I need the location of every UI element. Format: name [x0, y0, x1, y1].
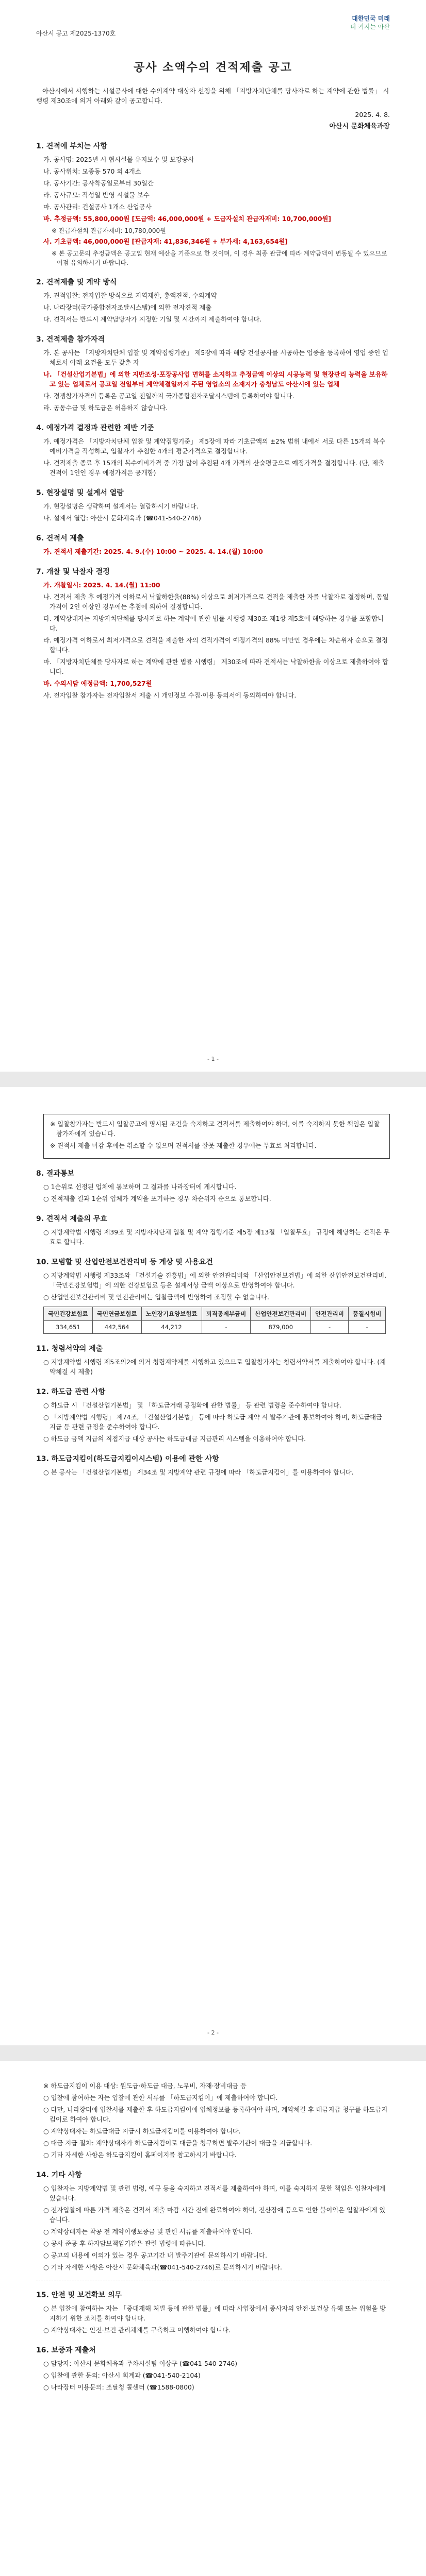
- section-7-title: 7. 개찰 및 낙찰자 결정: [36, 568, 110, 576]
- notice-box-item: ※ 견적서 제출 마감 후에는 취소할 수 없으며 견적서를 잘못 제출한 경우에는 무효로 처리합니다.: [50, 1142, 317, 1149]
- p3-item: ○ 대금 지급 절차: 계약상대자가 하도급지킴이로 대금을 청구하면 발주기관이 대금을 지급합니다.: [43, 2140, 313, 2147]
- table-cell: -: [202, 1321, 251, 1334]
- table-header-cell: 국민연금보험료: [92, 1307, 141, 1321]
- section-2-title: 2. 견적제출 및 계약 방식: [36, 278, 117, 286]
- s7-item-open-date: 가. 개찰일시: 2025. 4. 14.(월) 11:00: [43, 582, 160, 589]
- table-cell: -: [348, 1321, 386, 1334]
- notice-box-item: ※ 입찰참가자는 반드시 입찰공고에 명시된 조건을 숙지하고 견적서를 제출하여야 하며, 이를 숙지하지 못한 책임은 입찰참가자에게 있습니다.: [50, 1121, 380, 1138]
- s5-item: 가. 현장설명은 생략하며 설계서는 열람하시기 바랍니다.: [43, 503, 199, 510]
- slogan-line-1: 대한민국 미래: [352, 15, 390, 22]
- section-4-title: 4. 예정가격 결정과 관련한 제반 기준: [36, 424, 154, 432]
- section-16-title: 16. 보증과 제출처: [36, 2346, 96, 2354]
- s11-item: ○ 지방계약법 시행령 제5조의2에 의거 청렴계약제를 시행하고 있으므로 입찰참가자는 청렴서약서를 제출하여야 합니다. (계약체결 시 제출): [43, 1359, 386, 1376]
- page-number: - 1 -: [207, 1056, 219, 1062]
- s16-item: ○ 담당자: 아산시 문화체육과 주차시설팀 이상구 (☎041-540-2746): [43, 2360, 238, 2367]
- table-cell: -: [311, 1321, 349, 1334]
- section-1-title: 1. 견적에 부치는 사항: [36, 142, 107, 150]
- s12-item: ○ 하도급 금액 지급의 직접지급 대상 공사는 하도급대금 지급관리 시스템을 이용하여야 합니다.: [43, 1435, 306, 1443]
- s12-item: ○ 「지방계약법 시행령」 제74조, 「건설산업기본법」 등에 따라 하도급 계약 시 발주기관에 통보하여야 하며, 하도급대금 지급 등 관련 규정을 준수하여야 합니다.: [43, 1414, 382, 1431]
- issuing-organization: 아산시 문화체육과장: [329, 123, 390, 130]
- table-header-cell: 퇴직공제부금비: [202, 1307, 251, 1321]
- p3-item: ○ 다만, 나라장터에 입찰서를 제출한 후 하도급지킴이에 업체정보를 등록하여야 하며, 계약체결 후 대금지급 청구를 하도급지킴이로 하여야 합니다.: [43, 2106, 388, 2123]
- s3-item: 라. 공동수급 및 하도급은 허용하지 않습니다.: [43, 404, 168, 412]
- s16-item: ○ 입찰에 관한 문의: 아산시 회계과 (☎041-540-2104): [43, 2372, 201, 2379]
- s7-item-amount: 바. 수의시담 예정금액: 1,700,527원: [43, 680, 152, 687]
- table-cell: 334,651: [44, 1321, 93, 1334]
- section-9-title: 9. 견적서 제출의 무효: [36, 1215, 107, 1223]
- s1-item: 다. 공사기간: 공사착공일로부터 30일간: [43, 180, 154, 187]
- table-header-cell: 산업안전보건관리비: [251, 1307, 311, 1321]
- s7-item: 라. 예정가격 이하로서 최저가격으로 견적을 제출한 자의 견적가격이 예정가격의 88% 미만인 경우에는 차순위자 순으로 결정합니다.: [43, 637, 388, 654]
- s16-item: ○ 나라장터 이용문의: 조달청 콜센터 (☎1588-0800): [43, 2384, 194, 2391]
- table-header-cell: 노인장기요양보험료: [141, 1307, 202, 1321]
- notice-box: [43, 1114, 390, 1159]
- s13-item: ○ 본 공사는 「건설산업기본법」 제34조 및 지방계약 관련 규정에 따라 「하도급지킴이」를 이용하여야 합니다.: [43, 1469, 354, 1476]
- notice-number: 아산시 공고 제2025-1370호: [36, 30, 116, 37]
- table-header-row: [44, 1307, 386, 1321]
- notice-date: 2025. 4. 8.: [355, 111, 390, 118]
- intro-paragraph: 아산시에서 시행하는 시설공사에 대한 수의계약 대상자 선정을 위해 「지방자치단체를 당사자로 하는 계약에 관한 법률」 시행령 제30조에 의거 아래와 같이 공고합니다.: [36, 87, 389, 105]
- city-slogan-logo: [328, 14, 390, 31]
- table-header-cell: 국민건강보험료: [44, 1307, 93, 1321]
- page-1: [0, 0, 426, 1072]
- s14-item: ○ 계약상대자는 착공 전 계약이행보증금 및 관련 서류를 제출하여야 합니다.: [43, 2228, 253, 2235]
- s1-item-base-amount: 사. 기초금액: 46,000,000원 [관급자재: 41,836,346원 + 부가세: 4,163,654원]: [43, 238, 288, 245]
- s1-item: 가. 공사명: 2025년 시 협시설물 유지보수 및 보강공사: [43, 156, 194, 163]
- insurance-cost-table: [43, 1307, 386, 1334]
- page-title: 공사 소액수의 견적제출 공고: [133, 61, 292, 74]
- section-11-title: 11. 청렴서약의 제출: [36, 1345, 103, 1353]
- s1-item: 마. 공사관리: 건설공사 1개소 산업공사: [43, 204, 152, 211]
- section-3-title: 3. 견적제출 참가자격: [36, 335, 105, 344]
- s15-item: ○ 계약상대자는 안전·보건 관리체계를 구축하고 이행하여야 합니다.: [43, 2327, 231, 2334]
- s7-item: 사. 전자입찰 참가자는 전자입찰서 제출 시 개인정보 수집·이용 동의서에 동의하여야 합니다.: [43, 692, 297, 699]
- s1-item: 라. 공사규모: 작성일 반영 시설물 보수: [43, 192, 150, 199]
- s1-item: 나. 공사위치: 모종동 570 외 4개소: [43, 168, 141, 175]
- s2-item: 나. 나라장터(국가종합전자조달시스템)에 의한 전자견적 제출: [43, 304, 212, 311]
- p3-item: ○ 입찰에 참여하는 자는 입찰에 관한 서류를 「하도급지킴이」에 제출하여야 합니다.: [43, 2094, 278, 2102]
- s12-item: ○ 하도급 시 「건설산업기본법」 및 「하도급거래 공정화에 관한 법률」 등 관련 법령을 준수하여야 합니다.: [43, 1402, 341, 1409]
- s14-item: ○ 공사 준공 후 하자담보책임기간은 관련 법령에 따릅니다.: [43, 2240, 206, 2247]
- s14-item: ○ 기타 자세한 사항은 아산시 문화체육과(☎041-540-2746)로 문의하시기 바랍니다.: [43, 2264, 282, 2271]
- s8-item: ○ 1순위로 선정된 업체에 통보하며 그 결과를 나라장터에 게시합니다.: [43, 1183, 237, 1191]
- s15-item: ○ 본 입찰에 참여하는 자는 「중대재해 처벌 등에 관한 법률」에 따라 사업장에서 종사자의 안전·보건상 유해 또는 위험을 방지하기 위한 조치를 하여야 합니다.: [43, 2305, 386, 2322]
- s1-note: ※ 본 공고문의 추정금액은 공고일 현재 예산을 기준으로 한 것이며, 이 경우 최종 관급에 따라 계약금액이 변동될 수 있으므로 이점 유의하시기 바랍니다.: [52, 250, 387, 266]
- table-header-cell: 품질시험비: [348, 1307, 386, 1321]
- s3-item: 가. 본 공사는 「지방자치단체 입찰 및 계약집행기준」 제5장에 따라 해당 건설공사를 시공하는 업종을 등록하여 영업 중인 업체로서 아래 요건을 모두 갖춘 자: [43, 349, 389, 366]
- header: [36, 0, 390, 57]
- p3-item: ○ 기타 자세한 사항은 하도급지킴이 홈페이지를 참고하시기 바랍니다.: [43, 2151, 237, 2159]
- s14-item: ○ 입찰자는 지방계약법 및 관련 법령, 예규 등을 숙지하고 견적서를 제출하여야 하며, 이를 숙지하지 못한 책임은 입찰자에게 있습니다.: [43, 2185, 386, 2202]
- s5-item: 나. 설계서 열람: 아산시 문화체육과 (☎041-540-2746): [43, 515, 201, 522]
- s14-item: ○ 전자입찰에 따른 가격 제출은 견적서 제출 마감 시간 전에 완료하여야 하며, 전산장애 등으로 인한 불이익은 입찰자에게 있습니다.: [43, 2207, 386, 2224]
- s9-item: ○ 지방계약법 시행령 제39조 및 지방자치단체 입찰 및 계약 집행기준 제5장 제13절 「입찰무효」 규정에 해당하는 견적은 무효로 합니다.: [43, 1229, 390, 1246]
- page-2: [0, 1087, 426, 2045]
- table-cell: 879,000: [251, 1321, 311, 1334]
- s1-note: ※ 관급자설치 관급자재비: 10,780,000원: [52, 227, 166, 234]
- s10-item: ○ 산업안전보건관리비 및 안전관리비는 입찰금액에 반영하여 조정할 수 없습니다.: [43, 1294, 269, 1301]
- p3-item: ※ 하도급지킴이 이용 대상: 원도급·하도급 대금, 노무비, 자재·장비대금 등: [43, 2082, 247, 2090]
- section-8-title: 8. 결과통보: [36, 1170, 75, 1178]
- s1-item-estimate: 바. 추정금액: 55,800,000원 [도급액: 46,000,000원 + 도급자설치 관급자재비: 10,700,000원]: [43, 215, 332, 223]
- s4-item: 나. 견적제출 종료 후 15개의 복수예비가격 중 가장 많이 추첨된 4개 가격의 산술평균으로 예정가격을 결정합니다. (단, 제출 견적이 1인인 경우 예정가격은 공개함): [43, 460, 384, 477]
- s7-item: 나. 견적서 제출 후 예정가격 이하로서 낙찰하한율(88%) 이상으로 최저가격으로 견적을 제출한 자를 낙찰자로 결정하며, 동일 가격이 2인 이상인 경우에는 추첨에 의하여 결정합니다.: [43, 594, 389, 611]
- s4-item: 가. 예정가격은 「지방자치단체 입찰 및 계약집행기준」 제5장에 따라 기초금액의 ±2% 범위 내에서 서로 다른 15개의 복수예비가격을 작성하고, 입찰자가 추첨한 4개의 평균가격으로 결정합니다.: [43, 438, 386, 455]
- s8-item: ○ 견적제출 결과 1순위 업체가 계약을 포기하는 경우 차순위자 순으로 통보합니다.: [43, 1195, 271, 1202]
- section-12-title: 12. 하도급 관련 사항: [36, 1388, 106, 1396]
- s3-item-license: 나. 「건설산업기본법」에 의한 지반조성·포장공사업 면허를 소지하고 추정금액 이상의 시공능력 및 현장관리 능력을 보유하고 있는 업체로서 공고일 전일부터 계약체결일까지 주된 영업소의 소재지가 충청남도 아산시에 있는 업체: [43, 371, 388, 388]
- s2-item: 다. 견적서는 반드시 계약담당자가 지정한 기일 및 시간까지 제출하여야 합니다.: [43, 316, 262, 323]
- section-10-title: 10. 모범할 및 산업안전보건관리비 등 계상 및 사용요건: [36, 1258, 213, 1266]
- slogan-line-2: 더 커지는 아산: [350, 23, 390, 30]
- section-13-title: 13. 하도급지킴이(하도급지킴이시스템) 이용에 관한 사항: [36, 1455, 219, 1463]
- section-14-title: 14. 기타 사항: [36, 2171, 82, 2179]
- s10-item: ○ 지방계약법 시행령 제33조와 「건설기술 진흥법」에 의한 안전관리비와 「산업안전보건법」에 의한 산업안전보건관리비, 「국민건강보험법」에 의한 건강보험료 등은 설계서상 금액 이상으로 반영하여야 합니다.: [43, 1272, 386, 1289]
- section-5-title: 5. 현장설명 및 설계서 열람: [36, 489, 124, 497]
- section-15-title: 15. 안전 및 보건확보 의무: [36, 2291, 122, 2299]
- s3-item: 다. 경쟁참가자격의 등록은 공고일 전일까지 국가종합전자조달시스템에 등록하여야 합니다.: [43, 393, 294, 400]
- s6-item-submit-period: 가. 견적서 제출기간: 2025. 4. 9.(수) 10:00 ~ 2025. 4. 14.(월) 10:00: [43, 548, 263, 555]
- s14-item: ○ 공고의 내용에 이의가 있는 경우 공고기간 내 발주기관에 문의하시기 바랍니다.: [43, 2252, 267, 2259]
- s2-item: 가. 견적입찰: 전자입찰 방식으로 지역제한, 총액견적, 수의계약: [43, 292, 217, 299]
- table-row: [44, 1321, 386, 1334]
- table-cell: 442,564: [92, 1321, 141, 1334]
- table-cell: 44,212: [141, 1321, 202, 1334]
- p3-item: ○ 계약상대자는 하도급대금 지급시 하도급지킴이를 이용하여야 합니다.: [43, 2128, 241, 2135]
- s7-item: 다. 계약상대자는 지방자치단체를 당사자로 하는 계약에 관한 법률 시행령 제30조 제1항 제5호에 해당하는 경우를 포함합니다.: [43, 615, 384, 632]
- section-6-title: 6. 견적서 제출: [36, 534, 84, 543]
- page-number: - 2 -: [207, 2029, 219, 2036]
- table-header-cell: 안전관리비: [311, 1307, 349, 1321]
- s7-item: 마. 「지방자치단체를 당사자로 하는 계약에 관한 법률 시행령」 제30조에 따라 견적서는 낙찰하한율 이상으로 제출하여야 합니다.: [43, 658, 389, 675]
- page-3: [0, 2061, 426, 2576]
